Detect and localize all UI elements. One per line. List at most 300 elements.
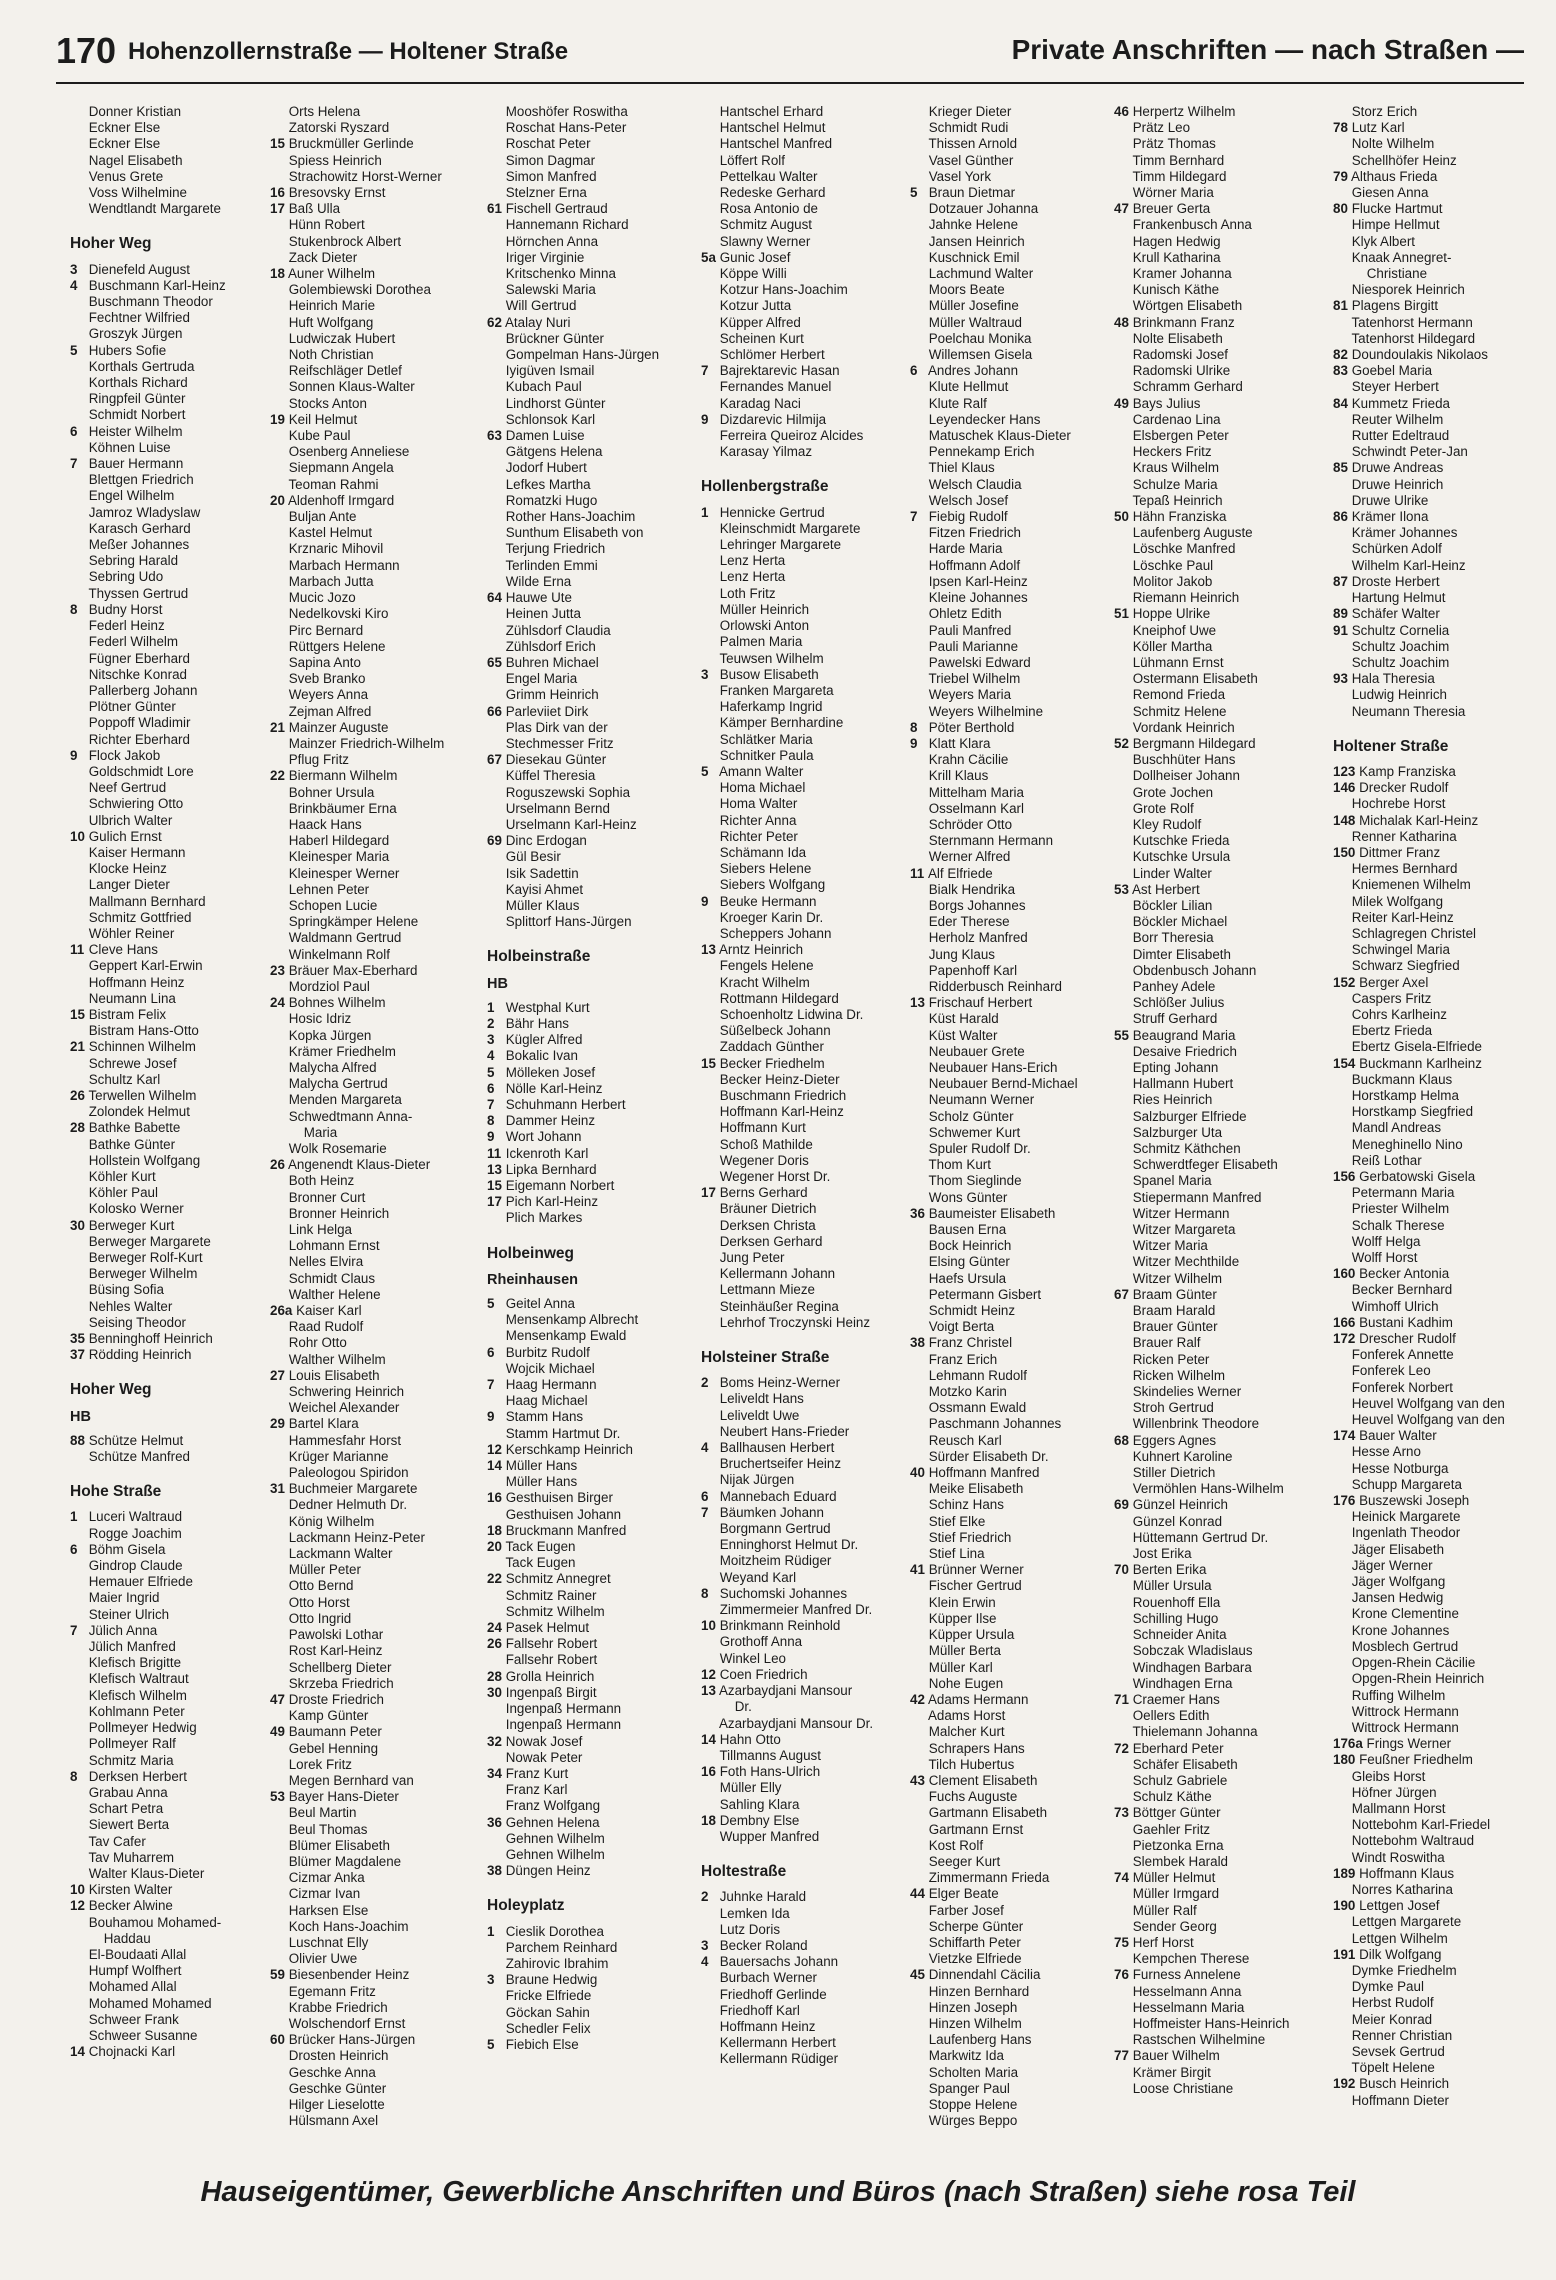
resident-name: Dammer Heinz bbox=[505, 1113, 596, 1129]
entry bbox=[1114, 1044, 1319, 1060]
resident-name: Bauer Wilhelm bbox=[1132, 2048, 1220, 2064]
resident-name: Suchomski Johannes bbox=[719, 1585, 848, 1601]
entry bbox=[1114, 1789, 1319, 1805]
house-number: 65 bbox=[487, 654, 502, 670]
entry bbox=[270, 1222, 475, 1238]
entry bbox=[910, 1546, 1115, 1562]
resident-name: Schrewe Josef bbox=[88, 1055, 177, 1071]
house-number: 2 bbox=[487, 1015, 495, 1031]
entry bbox=[487, 833, 692, 849]
entry bbox=[910, 768, 1115, 784]
resident-name: Eberhard Peter bbox=[1132, 1740, 1224, 1756]
resident-name: Plich Markes bbox=[505, 1210, 583, 1226]
entry bbox=[70, 136, 275, 152]
resident-name: Lettgen Margarete bbox=[1351, 1914, 1462, 1930]
entry bbox=[270, 1319, 475, 1335]
resident-name: Neumann Theresia bbox=[1351, 703, 1466, 719]
resident-name: Pich Karl-Heinz bbox=[505, 1194, 599, 1210]
entry bbox=[487, 185, 692, 201]
resident-name: Haag Michael bbox=[505, 1393, 588, 1409]
entry bbox=[910, 1352, 1115, 1368]
entry bbox=[70, 1688, 275, 1704]
entry bbox=[701, 1586, 906, 1602]
resident-name: Rohr Otto bbox=[288, 1335, 347, 1351]
entry bbox=[1333, 1412, 1538, 1428]
directory-column bbox=[1114, 104, 1319, 2097]
entry bbox=[910, 1773, 1115, 1789]
entry bbox=[1333, 1104, 1538, 1120]
resident-name: Hoffmann Klaus bbox=[1359, 1865, 1455, 1881]
entry bbox=[270, 1854, 475, 1870]
entry bbox=[910, 169, 1115, 185]
entry bbox=[1333, 958, 1538, 974]
entry bbox=[910, 460, 1115, 476]
resident-name: Mohamed Allal bbox=[88, 1979, 177, 1995]
entry bbox=[1333, 2028, 1538, 2044]
resident-name: Bohnes Wilhelm bbox=[288, 995, 386, 1011]
house-number: 17 bbox=[701, 1185, 716, 1201]
entry bbox=[70, 699, 275, 715]
resident-name: Salewski Maria bbox=[505, 282, 596, 298]
resident-name: Rogge Joachim bbox=[88, 1525, 182, 1541]
entry bbox=[270, 1254, 475, 1270]
resident-name: Roschat Peter bbox=[505, 136, 591, 152]
house-number: 16 bbox=[487, 1490, 502, 1506]
resident-name: Schrapers Hans bbox=[928, 1740, 1025, 1756]
resident-name: Pauli Manfred bbox=[928, 622, 1012, 638]
entry bbox=[1114, 347, 1319, 363]
resident-name: Thyssen Gertrud bbox=[88, 585, 189, 601]
resident-name: Wörner Maria bbox=[1132, 185, 1214, 201]
resident-name: Ossmann Ewald bbox=[928, 1400, 1027, 1416]
resident-name: Vordank Heinrich bbox=[1132, 719, 1235, 735]
house-number: 68 bbox=[1114, 1432, 1129, 1448]
resident-name: Weyand Karl bbox=[719, 1569, 797, 1585]
resident-name: Reuter Wilhelm bbox=[1351, 411, 1444, 427]
entry bbox=[487, 687, 692, 703]
resident-name: Brinkbäumer Erna bbox=[288, 800, 397, 816]
entry bbox=[1333, 1574, 1538, 1590]
entry bbox=[487, 1409, 692, 1425]
house-number: 3 bbox=[701, 666, 709, 682]
entry bbox=[487, 250, 692, 266]
entry bbox=[701, 618, 906, 634]
entry bbox=[487, 428, 692, 444]
resident-name: Braam Harald bbox=[1132, 1303, 1216, 1319]
entry bbox=[1333, 1623, 1538, 1639]
resident-name: Bartel Klara bbox=[288, 1416, 359, 1432]
entry bbox=[910, 1125, 1115, 1141]
entry bbox=[701, 1153, 906, 1169]
resident-name: Tilch Hubertus bbox=[928, 1756, 1015, 1772]
resident-name: Tack Eugen bbox=[505, 1539, 576, 1555]
resident-name: Bähr Hans bbox=[505, 1015, 569, 1031]
entry bbox=[487, 1178, 692, 1194]
house-number: 7 bbox=[701, 363, 709, 379]
entry bbox=[701, 1056, 906, 1072]
entry bbox=[701, 1938, 906, 1954]
resident-name: Schmitz Wilhelm bbox=[505, 1603, 605, 1619]
entry bbox=[1333, 1461, 1538, 1477]
resident-name: Hauwe Ute bbox=[505, 590, 572, 606]
resident-name: Chojnacki Karl bbox=[88, 2044, 176, 2060]
entry bbox=[270, 2113, 475, 2129]
entry bbox=[70, 1234, 275, 1250]
entry bbox=[1333, 894, 1538, 910]
house-number: 5 bbox=[487, 2036, 495, 2052]
resident-name: Obdenbusch Johann bbox=[1132, 962, 1257, 978]
entry bbox=[70, 1201, 275, 1217]
entry bbox=[70, 1817, 275, 1833]
house-number: 83 bbox=[1333, 363, 1348, 379]
resident-name: Sunthum Elisabeth von bbox=[505, 525, 644, 541]
entry bbox=[701, 153, 906, 169]
resident-name: Groszyk Jürgen bbox=[88, 326, 183, 342]
entry bbox=[70, 1915, 275, 1931]
resident-name: Schlagregen Christel bbox=[1351, 925, 1477, 941]
resident-name: Pietzonka Erna bbox=[1132, 1837, 1224, 1853]
entry bbox=[487, 1162, 692, 1178]
resident-name: Kempchen Therese bbox=[1132, 1951, 1250, 1967]
resident-name: Witzer Wilhelm bbox=[1132, 1270, 1223, 1286]
entry bbox=[70, 440, 275, 456]
entry bbox=[270, 1627, 475, 1643]
entry bbox=[1333, 1493, 1538, 1509]
resident-name: Küpper Ursula bbox=[928, 1627, 1015, 1643]
house-number: 20 bbox=[270, 492, 285, 508]
resident-name: Donner Kristian bbox=[88, 104, 182, 119]
resident-name: Rastschen Wilhelmine bbox=[1132, 2032, 1266, 2048]
entry bbox=[1114, 1222, 1319, 1238]
resident-name: Dymke Paul bbox=[1351, 1979, 1424, 1995]
resident-name: Knaak Annegret- bbox=[1351, 249, 1452, 265]
house-number: 40 bbox=[910, 1465, 925, 1481]
resident-name: Ickenroth Karl bbox=[505, 1145, 589, 1161]
resident-name: Krämer Friedhelm bbox=[288, 1043, 396, 1059]
resident-name: Schlonsok Karl bbox=[505, 411, 596, 427]
entry bbox=[1114, 2000, 1319, 2016]
resident-name: Müller Hans bbox=[505, 1474, 578, 1490]
entry bbox=[1333, 704, 1538, 720]
entry bbox=[701, 926, 906, 942]
entry bbox=[1333, 201, 1538, 217]
resident-name: Richter Eberhard bbox=[88, 731, 190, 747]
resident-name: Ridderbusch Reinhard bbox=[928, 978, 1062, 994]
house-number: 152 bbox=[1333, 974, 1356, 990]
entry bbox=[910, 1157, 1115, 1173]
resident-name: Kleinschmidt Margarete bbox=[719, 520, 861, 536]
resident-name: Hünn Robert bbox=[288, 217, 365, 233]
house-number: 52 bbox=[1114, 735, 1129, 751]
house-number: 6 bbox=[487, 1344, 495, 1360]
resident-name: Bialk Hendrika bbox=[928, 881, 1016, 897]
resident-name: Rother Hans-Joachim bbox=[505, 509, 636, 525]
resident-name: Stelzner Erna bbox=[505, 185, 587, 201]
resident-name: Bruckmann Manfred bbox=[505, 1522, 627, 1538]
page-header bbox=[56, 30, 1524, 80]
entry bbox=[270, 687, 475, 703]
entry bbox=[70, 1449, 275, 1465]
entry bbox=[701, 1375, 906, 1391]
entry bbox=[487, 1210, 692, 1226]
entry bbox=[1114, 541, 1319, 557]
entry bbox=[70, 424, 275, 440]
entry bbox=[70, 326, 275, 342]
entry bbox=[910, 849, 1115, 865]
resident-name: Ingenlath Theodor bbox=[1351, 1525, 1461, 1541]
house-number: 192 bbox=[1333, 2076, 1356, 2092]
entry bbox=[910, 1076, 1115, 1092]
resident-name: Doundoulakis Nikolaos bbox=[1351, 347, 1488, 363]
house-number: 49 bbox=[1114, 395, 1129, 411]
entry bbox=[701, 1813, 906, 1829]
resident-name: El-Boudaati Allal bbox=[88, 1946, 187, 1962]
entry bbox=[1114, 331, 1319, 347]
entry bbox=[270, 995, 475, 1011]
entry bbox=[1333, 266, 1538, 282]
resident-name: Schwindt Peter-Jan bbox=[1351, 444, 1468, 460]
house-number: 87 bbox=[1333, 573, 1348, 589]
resident-name: Müller Hans bbox=[505, 1458, 578, 1474]
resident-name: Angenendt Klaus-Dieter bbox=[287, 1157, 431, 1173]
resident-name: Bauersachs Johann bbox=[719, 1954, 839, 1970]
resident-name: Foth Hans-Ulrich bbox=[719, 1764, 821, 1780]
entry bbox=[270, 1011, 475, 1027]
entry bbox=[270, 1157, 475, 1173]
entry bbox=[701, 991, 906, 1007]
resident-name: Fernandes Manuel bbox=[719, 379, 832, 395]
entry bbox=[701, 1250, 906, 1266]
resident-name: Schütze Manfred bbox=[88, 1449, 190, 1465]
entry bbox=[270, 1514, 475, 1530]
resident-name: Burbitz Rudolf bbox=[505, 1344, 590, 1360]
entry bbox=[701, 282, 906, 298]
resident-name: Friedhoff Karl bbox=[719, 2002, 800, 2018]
resident-name: Grothoff Anna bbox=[719, 1634, 803, 1650]
resident-name: Stief Elke bbox=[928, 1513, 986, 1529]
resident-name: Mallmann Bernhard bbox=[88, 893, 206, 909]
entry bbox=[487, 1345, 692, 1361]
resident-name: Kellermann Johann bbox=[719, 1266, 836, 1282]
resident-name: Jülich Anna bbox=[88, 1622, 158, 1638]
resident-name: Reiß Lothar bbox=[1351, 1152, 1422, 1168]
house-number: 53 bbox=[1114, 881, 1129, 897]
entry bbox=[701, 1007, 906, 1023]
resident-name: Strachowitz Horst-Werner bbox=[288, 168, 442, 184]
entry bbox=[1333, 428, 1538, 444]
resident-name: Mainzer Friedrich-Wilhelm bbox=[288, 735, 445, 751]
entry bbox=[70, 1509, 275, 1525]
entry bbox=[1114, 1319, 1319, 1335]
entry bbox=[1333, 217, 1538, 233]
resident-name: Zahirovic Ibrahim bbox=[505, 1955, 609, 1971]
entry bbox=[1114, 282, 1319, 298]
resident-name: Hantschel Erhard bbox=[719, 104, 824, 119]
resident-name: Fricke Elfriede bbox=[505, 1988, 592, 2004]
entry bbox=[1114, 1076, 1319, 1092]
resident-name: Schiffarth Peter bbox=[928, 1934, 1021, 1950]
house-number: 3 bbox=[701, 1937, 709, 1953]
resident-name: Jahnke Helene bbox=[928, 217, 1019, 233]
resident-name: Dotzauer Johanna bbox=[928, 201, 1039, 217]
entry bbox=[701, 715, 906, 731]
house-number: 88 bbox=[70, 1432, 85, 1448]
resident-name: Grimm Heinrich bbox=[505, 687, 599, 703]
entry bbox=[910, 1044, 1115, 1060]
entry bbox=[70, 1153, 275, 1169]
resident-name: Berweger Kurt bbox=[88, 1217, 175, 1233]
entry bbox=[910, 833, 1115, 849]
resident-name: Hammesfahr Horst bbox=[288, 1432, 402, 1448]
resident-name: Struff Gerhard bbox=[1132, 1011, 1218, 1027]
house-number: 14 bbox=[701, 1731, 716, 1747]
entry bbox=[1114, 849, 1319, 865]
entry bbox=[70, 683, 275, 699]
entry bbox=[70, 618, 275, 634]
resident-name: Lehrhof Troczynski Heinz bbox=[719, 1314, 871, 1330]
entry bbox=[487, 1507, 692, 1523]
resident-name: Schultz Joachim bbox=[1351, 638, 1450, 654]
house-number: 7 bbox=[487, 1096, 495, 1112]
entry bbox=[1333, 234, 1538, 250]
resident-name: Furness Annelene bbox=[1132, 1967, 1241, 1983]
resident-name: Stief Lina bbox=[928, 1546, 985, 1562]
resident-name: Lehmann Rudolf bbox=[928, 1367, 1027, 1383]
entry bbox=[701, 169, 906, 185]
house-number: 6 bbox=[701, 1488, 709, 1504]
resident-name: Nottebohm Karl-Friedel bbox=[1351, 1817, 1491, 1833]
entry bbox=[1114, 201, 1319, 217]
resident-name: Franz Erich bbox=[928, 1351, 998, 1367]
entry bbox=[701, 1023, 906, 1039]
resident-name: Schwerdtfeger Elisabeth bbox=[1132, 1157, 1278, 1173]
resident-name: Böckler Lilian bbox=[1132, 897, 1213, 913]
resident-name: Bock Heinrich bbox=[928, 1238, 1012, 1254]
entry bbox=[1114, 1028, 1319, 1044]
entry bbox=[70, 1996, 275, 2012]
resident-name: Goebel Maria bbox=[1351, 363, 1433, 379]
resident-name: Moors Beate bbox=[928, 282, 1005, 298]
entry bbox=[270, 833, 475, 849]
entry bbox=[910, 1870, 1115, 1886]
resident-name: Dollheiser Johann bbox=[1132, 768, 1240, 784]
entry bbox=[701, 1970, 906, 1986]
entry bbox=[1333, 623, 1538, 639]
resident-name: Wittrock Hermann bbox=[1351, 1703, 1459, 1719]
entry bbox=[1114, 1724, 1319, 1740]
resident-name: Himpe Hellmut bbox=[1351, 217, 1440, 233]
house-number: 26a bbox=[270, 1303, 293, 1319]
entry bbox=[1333, 541, 1538, 557]
resident-name: Riemann Heinrich bbox=[1132, 590, 1240, 606]
house-number: 85 bbox=[1333, 460, 1348, 476]
entry bbox=[1114, 1465, 1319, 1481]
resident-name: Zolondek Helmut bbox=[88, 1104, 190, 1120]
house-number: 4 bbox=[701, 1440, 709, 1456]
entry bbox=[1333, 2060, 1538, 2076]
resident-name: Kracht Wilhelm bbox=[719, 974, 810, 990]
entry bbox=[487, 509, 692, 525]
entry bbox=[701, 1282, 906, 1298]
resident-name: Jodorf Hubert bbox=[505, 460, 587, 476]
resident-name: Stief Friedrich bbox=[928, 1529, 1012, 1545]
resident-name: Sternmann Hermann bbox=[928, 833, 1054, 849]
house-number: 9 bbox=[70, 747, 78, 763]
resident-name: Kügler Alfred bbox=[505, 1032, 583, 1048]
entry bbox=[910, 1319, 1115, 1335]
house-number: 172 bbox=[1333, 1331, 1356, 1347]
entry bbox=[910, 704, 1115, 720]
resident-name: Wolff Helga bbox=[1351, 1233, 1421, 1249]
house-number: 146 bbox=[1333, 780, 1356, 796]
entry bbox=[270, 1368, 475, 1384]
resident-name: Mordziol Paul bbox=[288, 978, 370, 994]
resident-name: Pirc Bernard bbox=[288, 622, 364, 638]
house-number: 13 bbox=[701, 1683, 716, 1699]
resident-name: Druwe Ulrike bbox=[1351, 492, 1429, 508]
resident-name: Olivier Uwe bbox=[288, 1951, 358, 1967]
resident-name: Gesthuisen Johann bbox=[505, 1506, 622, 1522]
resident-name: Lohmann Ernst bbox=[288, 1238, 380, 1254]
entry bbox=[910, 1416, 1115, 1432]
entry bbox=[270, 785, 475, 801]
entry bbox=[1114, 914, 1319, 930]
resident-name: Becker Alwine bbox=[88, 1898, 173, 1914]
entry bbox=[487, 1750, 692, 1766]
resident-name: Thissen Arnold bbox=[928, 136, 1018, 152]
resident-name: Mittelham Maria bbox=[928, 784, 1024, 800]
resident-name: Vietzke Elfriede bbox=[928, 1951, 1022, 1967]
resident-name: Müller Josefine bbox=[928, 298, 1019, 314]
entry bbox=[1114, 1271, 1319, 1287]
entry bbox=[1114, 1578, 1319, 1594]
house-number: 7 bbox=[487, 1377, 495, 1393]
resident-name: Ingenpaß Hermann bbox=[505, 1717, 622, 1733]
resident-name: Waldmann Gertrud bbox=[288, 930, 402, 946]
resident-name: Hannemann Richard bbox=[505, 217, 629, 233]
entry bbox=[70, 1266, 275, 1282]
house-number: 4 bbox=[487, 1048, 495, 1064]
resident-name: Koch Hans-Joachim bbox=[288, 1918, 409, 1934]
house-number: 190 bbox=[1333, 1898, 1356, 1914]
entry bbox=[1114, 1514, 1319, 1530]
entry bbox=[487, 2005, 692, 2021]
resident-name: Jäger Werner bbox=[1351, 1557, 1433, 1573]
entry bbox=[487, 1328, 692, 1344]
entry bbox=[910, 1724, 1115, 1740]
entry bbox=[487, 266, 692, 282]
resident-name: Boms Heinz-Werner bbox=[719, 1375, 841, 1391]
entry bbox=[1114, 1497, 1319, 1513]
house-number: 9 bbox=[910, 735, 918, 751]
resident-name: Pawolski Lothar bbox=[288, 1627, 384, 1643]
house-number: 41 bbox=[910, 1562, 925, 1578]
resident-name: Urselmann Karl-Heinz bbox=[505, 816, 637, 832]
resident-name: Pflug Fritz bbox=[288, 752, 350, 768]
resident-name: Stoppe Helene bbox=[928, 2096, 1018, 2112]
entry bbox=[487, 282, 692, 298]
resident-name: Atalay Nuri bbox=[504, 314, 571, 330]
entry bbox=[487, 1129, 692, 1145]
resident-name: Vermöhlen Hans-Wilhelm bbox=[1132, 1481, 1284, 1497]
house-number: 18 bbox=[701, 1812, 716, 1828]
entry bbox=[70, 1072, 275, 1088]
resident-name: Salzburger Uta bbox=[1132, 1124, 1223, 1140]
resident-name: Jung Klaus bbox=[928, 946, 995, 962]
resident-name: Küst Walter bbox=[928, 1027, 998, 1043]
resident-name: Maier Ingrid bbox=[88, 1590, 160, 1606]
entry bbox=[1114, 460, 1319, 476]
